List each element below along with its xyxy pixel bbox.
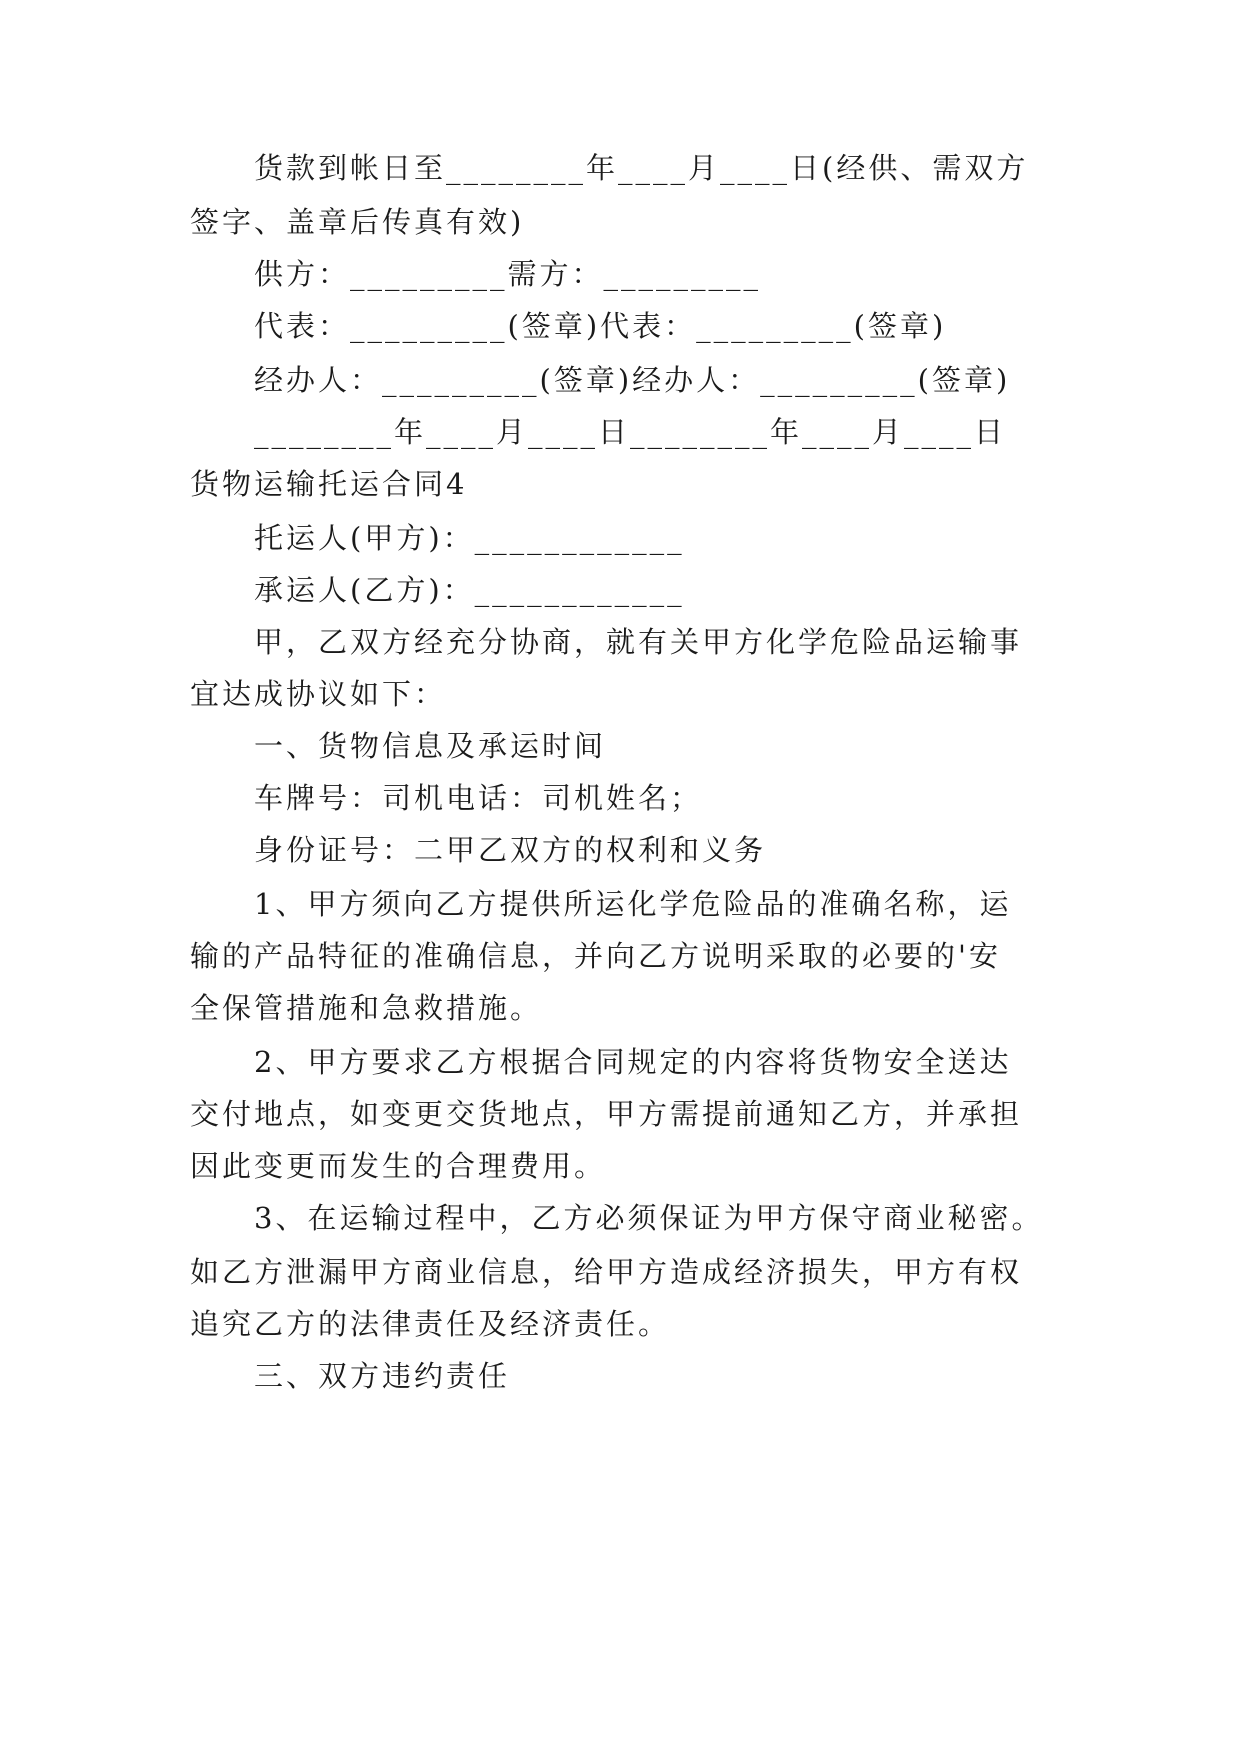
clause-2-line-1: 2、甲方要求乙方根据合同规定的内容将货物安全送达 bbox=[254, 1045, 1012, 1079]
clause-2-line-2: 交付地点，如变更交货地点，甲方需提前通知乙方，并承担 bbox=[190, 1097, 1023, 1131]
clause-3-line-3: 追究乙方的法律责任及经济责任。 bbox=[190, 1307, 671, 1341]
handler-line: 经办人：_________(签章)经办人：_________(签章) bbox=[254, 363, 1011, 397]
clause-1-line-3: 全保管措施和急救措施。 bbox=[190, 991, 543, 1025]
id-and-section-2-line: 身份证号：二甲乙双方的权利和义务 bbox=[254, 833, 767, 867]
clause-2-line-3: 因此变更而发生的合理费用。 bbox=[190, 1149, 607, 1183]
vehicle-info-line: 车牌号：司机电话：司机姓名； bbox=[254, 781, 703, 815]
representative-line: 代表：_________(签章)代表：_________(签章) bbox=[254, 309, 947, 343]
signing-date-line: ________年____月____日________年____月____日 bbox=[254, 415, 1007, 449]
supplier-buyer-line: 供方：_________需方：_________ bbox=[254, 257, 762, 291]
carrier-line: 承运人(乙方)：____________ bbox=[254, 573, 685, 607]
consignor-line: 托运人(甲方)：____________ bbox=[254, 521, 685, 555]
clause-3-line-1: 3、在运输过程中，乙方必须保证为甲方保守商业秘密。 bbox=[254, 1201, 1044, 1235]
fax-validity-line: 签字、盖章后传真有效) bbox=[190, 205, 525, 239]
payment-date-line: 货款到帐日至________年____月____日(经供、需双方 bbox=[254, 151, 1029, 185]
clause-3-line-2: 如乙方泄漏甲方商业信息，给甲方造成经济损失，甲方有权 bbox=[190, 1255, 1023, 1289]
contract-title: 货物运输托运合同4 bbox=[190, 467, 468, 501]
section-1-heading: 一、货物信息及承运时间 bbox=[254, 729, 607, 763]
clause-1-line-2: 输的产品特征的准确信息，并向乙方说明采取的必要的'安 bbox=[190, 939, 1001, 973]
clause-1-line-1: 1、甲方须向乙方提供所运化学危险品的准确名称，运 bbox=[254, 887, 1012, 921]
preamble-line-1: 甲，乙双方经充分协商，就有关甲方化学危险品运输事 bbox=[254, 625, 1023, 659]
section-3-heading: 三、双方违约责任 bbox=[254, 1359, 511, 1393]
preamble-line-2: 宜达成协议如下： bbox=[190, 677, 447, 711]
